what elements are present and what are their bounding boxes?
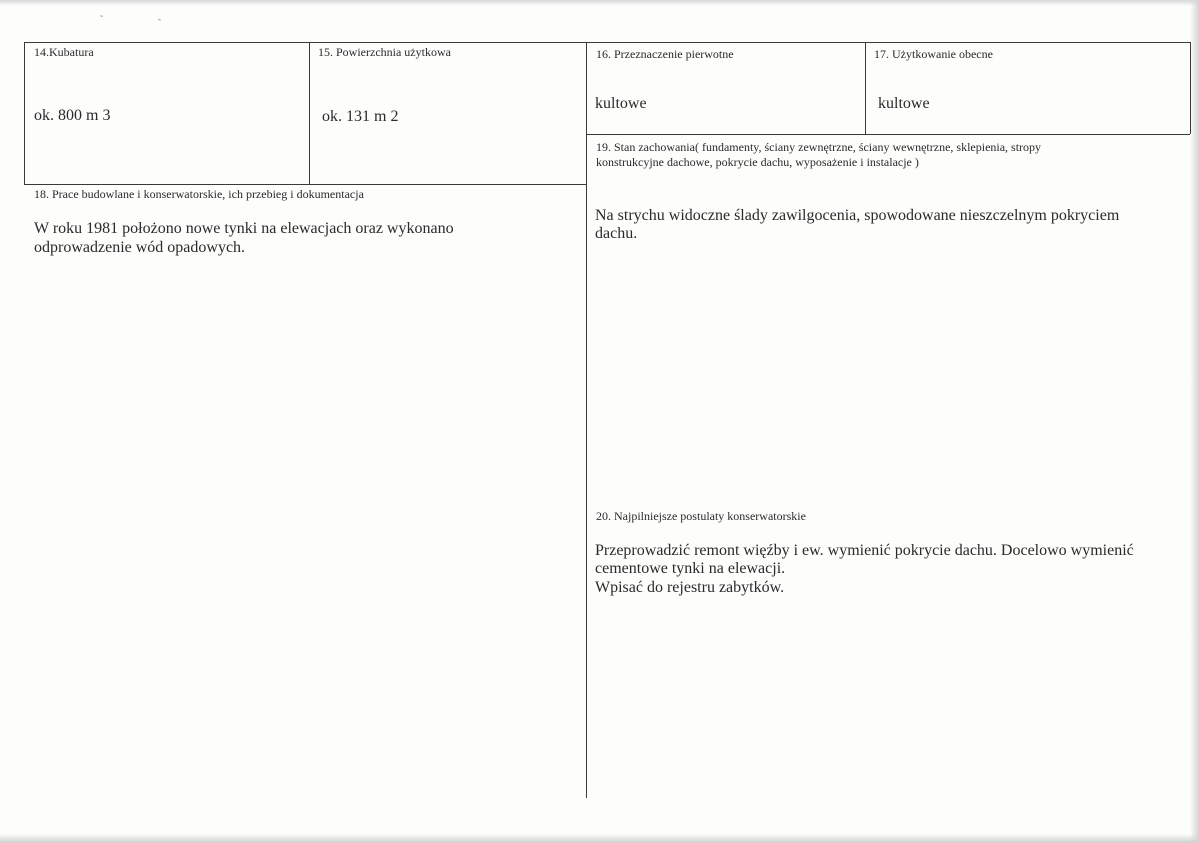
kubatura-value: ok. 800 m 3 xyxy=(34,107,111,124)
stan-value-line-2: dachu. xyxy=(595,225,638,242)
postulaty-value-line-2: cementowe tynki na elewacji. xyxy=(595,560,786,577)
form-left-border xyxy=(24,42,25,184)
uzytkowanie-value: kultowe xyxy=(878,95,930,112)
prace-value-line-1: W roku 1981 położono nowe tynki na elewacjach oraz wykonano xyxy=(34,220,454,237)
main-column-divider xyxy=(586,42,587,798)
przeznaczenie-value: kultowe xyxy=(595,95,647,112)
stan-label-line-1: 19. Stan zachowania( fundamenty, ściany zewnętrzne, ściany wewnętrzne, sklepienia, stropy xyxy=(596,140,1042,154)
stan-value-line-1: Na strychu widoczne ślady zawilgocenia, spowodowane nieszczelnym pokryciem xyxy=(595,207,1120,224)
divider-14-15 xyxy=(309,42,310,184)
kubatura-label: 14.Kubatura xyxy=(34,45,94,59)
divider-17-19 xyxy=(587,134,1190,135)
scan-speck: ˜ xyxy=(100,14,103,24)
powierzchnia-label: 15. Powierzchnia użytkowa xyxy=(318,45,451,59)
prace-value-line-2: odprowadzenie wód opadowych. xyxy=(34,239,246,256)
prace-label: 18. Prace budowlane i konserwatorskie, ich przebieg i dokumentacja xyxy=(34,187,364,201)
scan-edge-right xyxy=(1190,0,1199,843)
divider-15-18 xyxy=(24,184,586,185)
uzytkowanie-label: 17. Użytkowanie obecne xyxy=(874,47,993,61)
postulaty-label: 20. Najpilniejsze postulaty konserwatorskie xyxy=(596,509,806,523)
przeznaczenie-label: 16. Przeznaczenie pierwotne xyxy=(596,47,734,61)
stan-label-line-2: konstrukcyjne dachowe, pokrycie dachu, wyposażenie i instalacje ) xyxy=(596,155,919,169)
form-right-border xyxy=(1190,42,1191,134)
powierzchnia-value: ok. 131 m 2 xyxy=(322,108,399,125)
postulaty-value-line-3: Wpisać do rejestru zabytków. xyxy=(595,579,785,596)
form-top-border xyxy=(24,42,1190,43)
postulaty-value-line-1: Przeprowadzić remont więźby i ew. wymienić pokrycie dachu. Docelowo wymienić xyxy=(595,542,1134,559)
divider-16-17 xyxy=(865,42,866,134)
scan-edge-top xyxy=(0,0,1199,6)
scan-speck: - xyxy=(158,14,161,24)
scan-edge-bottom xyxy=(0,834,1199,843)
